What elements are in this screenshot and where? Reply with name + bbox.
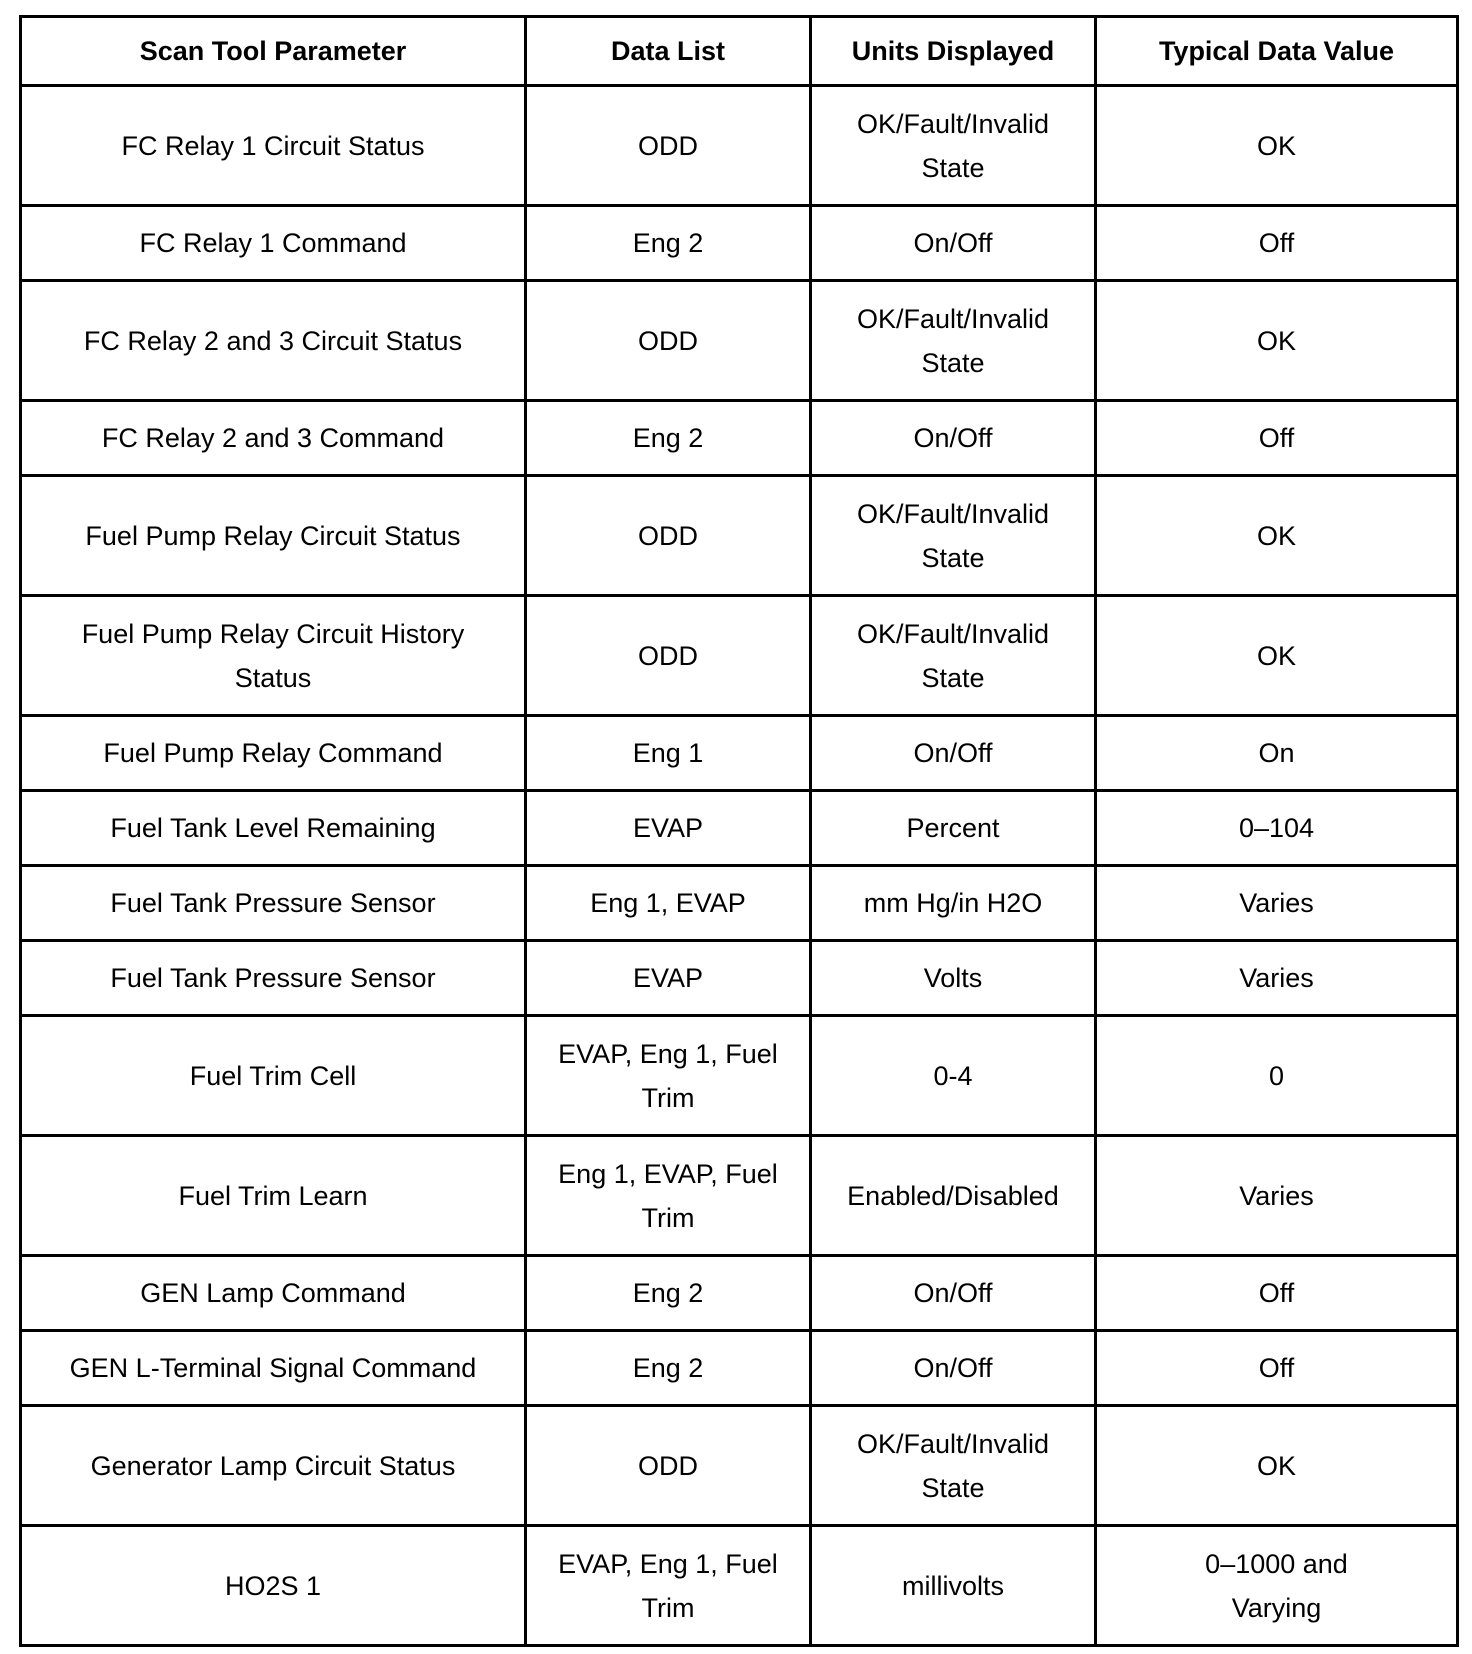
cell-units: OK/Fault/Invalid State <box>811 281 1096 401</box>
cell-units: OK/Fault/Invalid State <box>811 596 1096 716</box>
table-row <box>21 1331 1458 1406</box>
cell-typical-value: Off <box>1096 1331 1458 1406</box>
header-scan-tool-parameter: Scan Tool Parameter <box>21 17 526 86</box>
cell-units: Enabled/Disabled <box>811 1136 1096 1256</box>
table-row <box>21 476 1458 596</box>
cell-parameter: GEN L-Terminal Signal Command <box>21 1331 526 1406</box>
cell-parameter: FC Relay 1 Command <box>21 206 526 281</box>
table-row <box>21 941 1458 1016</box>
cell-parameter: Fuel Pump Relay Circuit History Status <box>21 596 526 716</box>
cell-parameter: FC Relay 1 Circuit Status <box>21 86 526 206</box>
cell-units: OK/Fault/Invalid State <box>811 86 1096 206</box>
table-row <box>21 1406 1458 1526</box>
cell-data-list: Eng 1 <box>526 716 811 791</box>
cell-data-list: EVAP, Eng 1, Fuel Trim <box>526 1016 811 1136</box>
cell-data-list: Eng 1, EVAP, Fuel Trim <box>526 1136 811 1256</box>
cell-parameter: Fuel Tank Pressure Sensor <box>21 866 526 941</box>
cell-data-list: Eng 1, EVAP <box>526 866 811 941</box>
scan-tool-data-table <box>19 15 1459 1647</box>
cell-typical-value: 0–104 <box>1096 791 1458 866</box>
cell-units: On/Off <box>811 716 1096 791</box>
cell-data-list: Eng 2 <box>526 401 811 476</box>
cell-typical-value: OK <box>1096 281 1458 401</box>
cell-units: 0-4 <box>811 1016 1096 1136</box>
cell-data-list: EVAP, Eng 1, Fuel Trim <box>526 1526 811 1646</box>
cell-typical-value: Varies <box>1096 941 1458 1016</box>
cell-typical-value: Off <box>1096 401 1458 476</box>
table-row <box>21 1136 1458 1256</box>
cell-typical-value: OK <box>1096 596 1458 716</box>
cell-units: OK/Fault/Invalid State <box>811 1406 1096 1526</box>
cell-typical-value: Varies <box>1096 1136 1458 1256</box>
table-row <box>21 206 1458 281</box>
cell-typical-value: Off <box>1096 1256 1458 1331</box>
cell-parameter: Fuel Pump Relay Command <box>21 716 526 791</box>
table-row <box>21 866 1458 941</box>
table-row <box>21 716 1458 791</box>
cell-data-list: ODD <box>526 281 811 401</box>
cell-typical-value: 0–1000 and Varying <box>1096 1526 1458 1646</box>
cell-data-list: ODD <box>526 476 811 596</box>
cell-parameter: Fuel Trim Learn <box>21 1136 526 1256</box>
cell-units: OK/Fault/Invalid State <box>811 476 1096 596</box>
cell-typical-value: OK <box>1096 476 1458 596</box>
cell-units: mm Hg/in H2O <box>811 866 1096 941</box>
cell-typical-value: OK <box>1096 1406 1458 1526</box>
cell-units: On/Off <box>811 1256 1096 1331</box>
cell-typical-value: Varies <box>1096 866 1458 941</box>
cell-data-list: ODD <box>526 596 811 716</box>
cell-typical-value: OK <box>1096 86 1458 206</box>
table-row <box>21 1016 1458 1136</box>
table-row <box>21 791 1458 866</box>
cell-typical-value: On <box>1096 716 1458 791</box>
cell-data-list: ODD <box>526 1406 811 1526</box>
header-data-list: Data List <box>526 17 811 86</box>
cell-parameter: HO2S 1 <box>21 1526 526 1646</box>
table-header-row <box>21 17 1458 86</box>
cell-units: millivolts <box>811 1526 1096 1646</box>
cell-data-list: EVAP <box>526 791 811 866</box>
table-row <box>21 1526 1458 1646</box>
cell-typical-value: Off <box>1096 206 1458 281</box>
cell-parameter: Fuel Tank Level Remaining <box>21 791 526 866</box>
cell-units: Volts <box>811 941 1096 1016</box>
cell-parameter: FC Relay 2 and 3 Circuit Status <box>21 281 526 401</box>
cell-parameter: Fuel Tank Pressure Sensor <box>21 941 526 1016</box>
header-units-displayed: Units Displayed <box>811 17 1096 86</box>
cell-units: On/Off <box>811 401 1096 476</box>
table-row <box>21 401 1458 476</box>
table-row <box>21 86 1458 206</box>
cell-units: Percent <box>811 791 1096 866</box>
cell-data-list: Eng 2 <box>526 1331 811 1406</box>
cell-data-list: EVAP <box>526 941 811 1016</box>
cell-units: On/Off <box>811 206 1096 281</box>
cell-parameter: FC Relay 2 and 3 Command <box>21 401 526 476</box>
cell-typical-value: 0 <box>1096 1016 1458 1136</box>
cell-parameter: Fuel Pump Relay Circuit Status <box>21 476 526 596</box>
cell-data-list: Eng 2 <box>526 1256 811 1331</box>
table-row <box>21 1256 1458 1331</box>
cell-data-list: Eng 2 <box>526 206 811 281</box>
cell-parameter: GEN Lamp Command <box>21 1256 526 1331</box>
cell-parameter: Generator Lamp Circuit Status <box>21 1406 526 1526</box>
header-typical-data-value: Typical Data Value <box>1096 17 1458 86</box>
cell-units: On/Off <box>811 1331 1096 1406</box>
cell-parameter: Fuel Trim Cell <box>21 1016 526 1136</box>
cell-data-list: ODD <box>526 86 811 206</box>
table-row <box>21 596 1458 716</box>
table-row <box>21 281 1458 401</box>
